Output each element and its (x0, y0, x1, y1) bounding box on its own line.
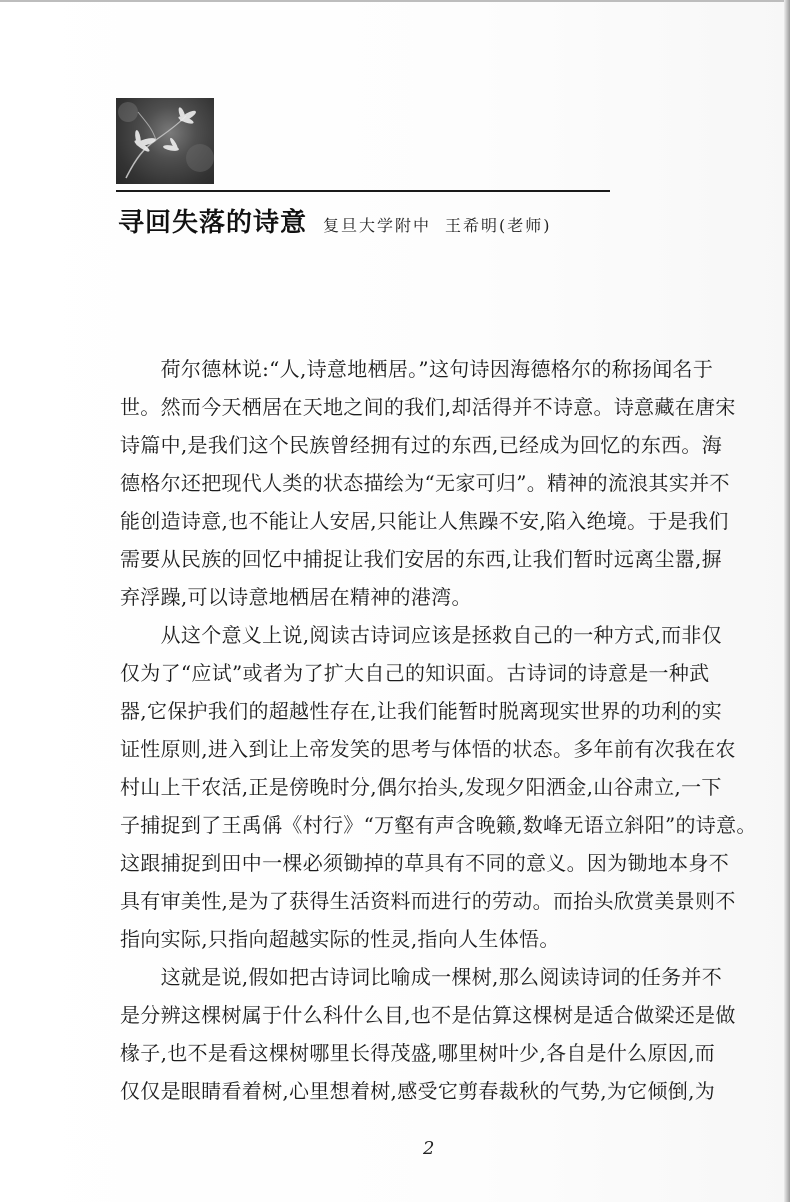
body-line: 器,它保护我们的超越性存在,让我们能暂时脱离现实世界的功利的实 (120, 699, 723, 723)
body-line: 需要从民族的回忆中捕捉让我们安居的东西,让我们暂时远离尘嚣,摒 (120, 547, 723, 571)
body-line: 弃浮躁,可以诗意地栖居在精神的港湾。 (120, 585, 472, 609)
school-name: 复旦大学附中 (323, 216, 432, 235)
title-divider (116, 190, 610, 192)
page-binding-edge (784, 0, 790, 1202)
body-line: 指向实际,只指向超越实际的性灵,指向人生体悟。 (120, 927, 560, 951)
body-line: 世。然而今天栖居在天地之间的我们,却活得并不诗意。诗意藏在唐宋 (120, 395, 736, 419)
page-number: 2 (423, 1138, 435, 1159)
body-line: 子捕捉到了王禹偁《村行》“万壑有声含晚籁,数峰无语立斜阳”的诗意。 (120, 813, 757, 837)
body-line: 椽子,也不是看这棵树哪里长得茂盛,哪里树叶少,各自是什么原因,而 (120, 1041, 716, 1065)
author-name: 王希明(老师) (445, 216, 552, 235)
body-line: 这跟捕捉到田中一棵必须锄掉的草具有不同的意义。因为锄地本身不 (120, 851, 729, 875)
body-line: 是分辨这棵树属于什么科什么目,也不是估算这棵树是适合做梁还是做 (120, 1003, 736, 1027)
body-line: 具有审美性,是为了获得生活资料而进行的劳动。而抬头欣赏美景则不 (120, 889, 736, 913)
body-line: 这就是说,假如把古诗词比喻成一棵树,那么阅读诗词的任务并不 (120, 965, 723, 989)
body-line: 能创造诗意,也不能让人安居,只能让人焦躁不安,陷入绝境。于是我们 (120, 509, 729, 533)
article-title: 寻回失落的诗意 (118, 208, 308, 238)
body-line: 诗篇中,是我们这个民族曾经拥有过的东西,已经成为回忆的东西。海 (120, 433, 723, 457)
body-line: 荷尔德林说:“人,诗意地栖居。”这句诗因海德格尔的称扬闻名于 (120, 357, 714, 381)
article-body (120, 350, 760, 1110)
header-flower-photo (116, 98, 214, 184)
page-top-edge (0, 0, 790, 2)
body-line: 村山上干农活,正是傍晚时分,偶尔抬头,发现夕阳洒金,山谷肃立,一下 (120, 775, 722, 799)
body-line: 证性原则,进入到让上帝发笑的思考与体悟的状态。多年前有次我在农 (120, 737, 736, 761)
body-line: 从这个意义上说,阅读古诗词应该是拯救自己的一种方式,而非仅 (120, 623, 723, 647)
author-byline (323, 213, 552, 236)
body-line: 仅为了“应试”或者为了扩大自己的知识面。古诗词的诗意是一种武 (120, 661, 710, 685)
body-line: 德格尔还把现代人类的状态描绘为“无家可归”。精神的流浪其实并不 (120, 471, 730, 495)
body-line: 仅仅是眼睛看着树,心里想着树,感受它剪春裁秋的气势,为它倾倒,为 (120, 1079, 716, 1103)
